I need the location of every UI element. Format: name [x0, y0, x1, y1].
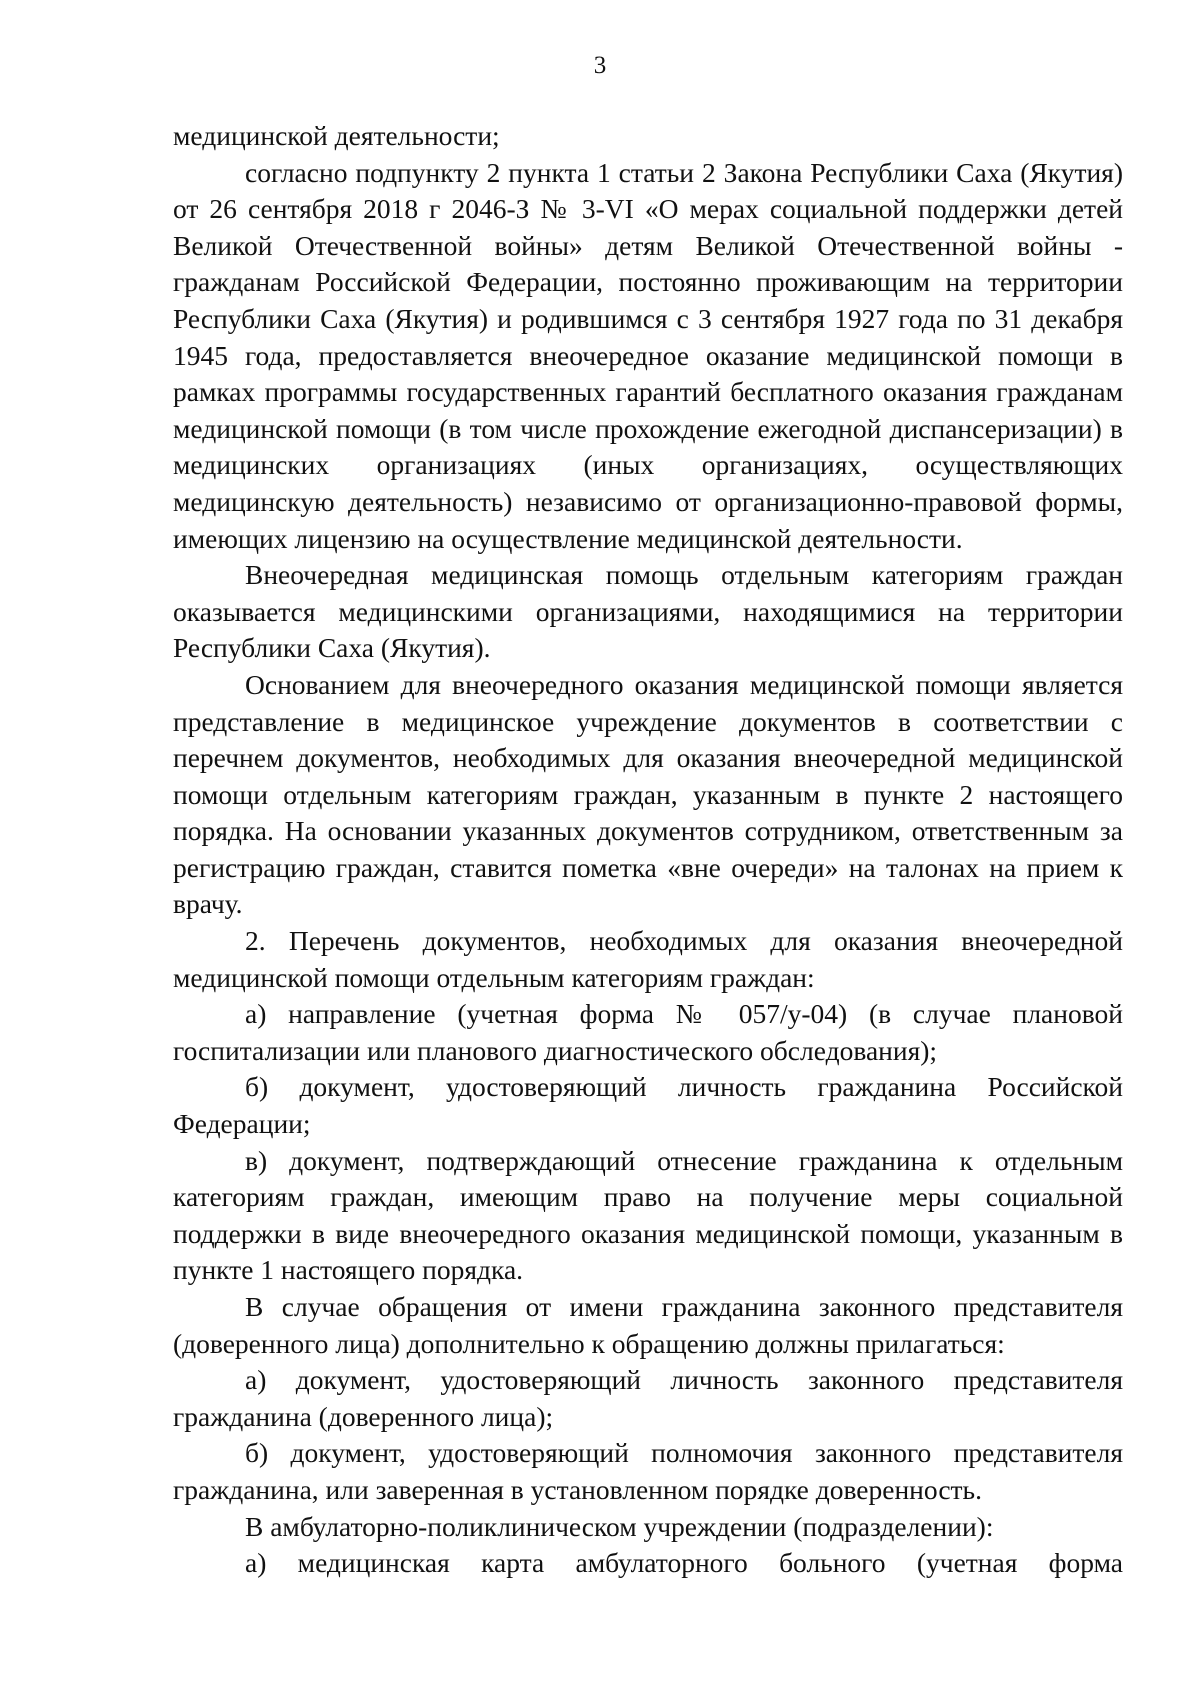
list-item: а) документ, удостоверяющий личность законного представителя гражданина (доверенного лица);	[173, 1364, 1123, 1432]
paragraph: В случае обращения от имени гражданина законного представителя (доверенного лица) дополнительно к обращению должны прилагаться:	[173, 1291, 1123, 1359]
list-item: б) документ, удостоверяющий личность гражданина Российской Федерации;	[173, 1071, 1123, 1140]
document-body	[173, 118, 1123, 1582]
paragraph: согласно подпункту 2 пункта 1 статьи 2 Закона Республики Саха (Якутия) от 26 сентября 2018 г 2046-З № 3-VI «О мерах социальной поддержки детей Великой Отечественной войны» детям Великой Отечественной войны - гражданам Российской Федерации, постоянно проживающим на территории Республики Саха (Якутия) и родившимся с 3 сентября 1927 года по 31 декабря 1945 года, предоставляется внеочередное оказание медицинской помощи в рамках программы государственных гарантий бесплатного оказания гражданам медицинской помощи (в том числе прохождение ежегодной диспансеризации) в медицинских организациях (иных организациях, осуществляющих медицинскую деятельность) независимо от организационно-правовой формы, имеющих лицензию на осуществление медицинской деятельности.	[173, 156, 1123, 554]
list-item: а) направление (учетная форма № 057/у-04) (в случае плановой госпитализации или планового диагностического обследования);	[173, 998, 1123, 1066]
list-item: в) документ, подтверждающий отнесение гражданина к отдельным категориям граждан, имеющим право на получение меры социальной поддержки в виде внеочередного оказания медицинской помощи, указанным в пункте 1 настоящего порядка.	[173, 1144, 1123, 1286]
paragraph: 2. Перечень документов, необходимых для оказания внеочередной медицинской помощи отдельным категориям граждан:	[173, 925, 1123, 993]
list-item: б) документ, удостоверяющий полномочия законного представителя гражданина, или заверенная в установленном порядке доверенность.	[173, 1437, 1123, 1505]
paragraph: В амбулаторно-поликлиническом учреждении (подразделении):	[245, 1510, 994, 1542]
last-line: а) медицинская карта амбулаторного больного (учетная форма	[245, 1547, 1123, 1579]
paragraph: медицинской деятельности;	[173, 120, 500, 151]
paragraph: Внеочередная медицинская помощь отдельным категориям граждан оказывается медицинскими организациями, находящимися на территории Республики Саха (Якутия).	[173, 559, 1123, 664]
list-item-last	[173, 1545, 1123, 1582]
paragraph: Основанием для внеочередного оказания медицинской помощи является представление в медицинское учреждение документов в соответствии с перечнем документов, необходимых для оказания внеочередной медицинской помощи отдельным категориям граждан, указанным в пункте 2 настоящего порядка. На основании указанных документов сотрудником, ответственным за регистрацию граждан, ставится пометка «вне очереди» на талонах на прием к врачу.	[173, 668, 1123, 920]
page-number: 3	[593, 52, 607, 79]
